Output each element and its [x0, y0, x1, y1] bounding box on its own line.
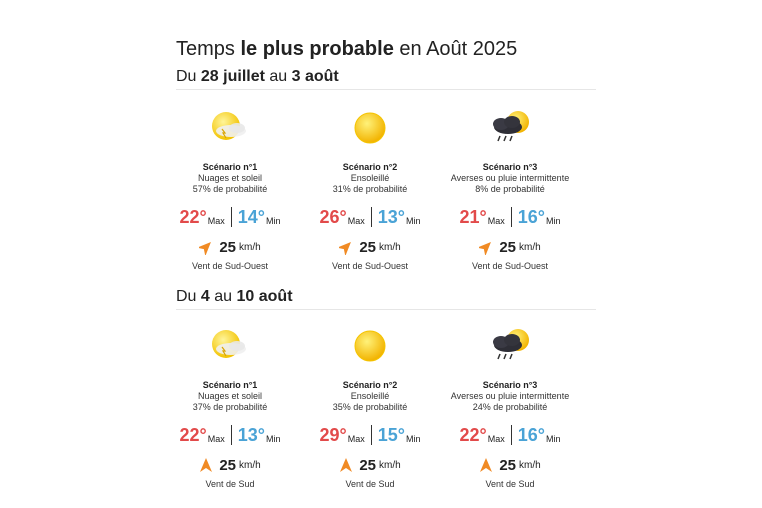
- wind-speed: 25: [219, 238, 236, 256]
- temp-max-label: Max: [207, 434, 225, 444]
- wind-arrow-icon: [479, 457, 493, 473]
- wind-direction: Vent de Sud: [485, 479, 535, 489]
- temp-min: 15°: [377, 425, 405, 445]
- sun-icon: [300, 316, 440, 376]
- temperatures: [300, 204, 440, 228]
- wind-arrow-icon: [479, 239, 493, 255]
- temp-divider: [231, 425, 232, 445]
- wind-info: [300, 237, 440, 257]
- probability: 37% de probabilité: [192, 402, 268, 412]
- wind-info: [160, 455, 300, 475]
- wind-direction: Vent de Sud-Ouest: [331, 261, 409, 271]
- temp-max: 26°: [319, 207, 347, 227]
- temperatures: [300, 422, 440, 446]
- probability: 8% de probabilité: [475, 184, 545, 194]
- temp-min-label: Min: [265, 434, 281, 444]
- scenario-card: [440, 316, 580, 490]
- probability: 57% de probabilité: [192, 184, 268, 194]
- wind-unit: km/h: [379, 241, 401, 253]
- temp-divider: [231, 207, 232, 227]
- scenario-label: Scénario n°3: [482, 162, 538, 172]
- weather-description: Ensoleillé: [350, 173, 390, 183]
- wind-direction: Vent de Sud: [205, 479, 255, 489]
- wind-arrow-icon: [199, 457, 213, 473]
- scenario-grid: [160, 316, 580, 490]
- temp-min-label: Min: [545, 434, 561, 444]
- wind-arrow-icon: [339, 239, 353, 255]
- weather-description: Nuages et soleil: [197, 173, 263, 183]
- temp-max-label: Max: [347, 216, 365, 226]
- weather-description: Nuages et soleil: [197, 391, 263, 401]
- scenario-label: Scénario n°3: [482, 380, 538, 390]
- forecast-panel: [176, 34, 596, 490]
- week-section: [176, 65, 596, 272]
- temp-min-label: Min: [265, 216, 281, 226]
- scenario-card: [440, 98, 580, 272]
- weeks-container: [176, 65, 596, 490]
- wind-info: [160, 237, 300, 257]
- temp-divider: [371, 425, 372, 445]
- temp-min-label: Min: [545, 216, 561, 226]
- temperatures: [440, 204, 580, 228]
- wind-direction: Vent de Sud-Ouest: [471, 261, 549, 271]
- sun-icon: [300, 98, 440, 158]
- wind-arrow-icon: [199, 239, 213, 255]
- temp-max: 22°: [459, 425, 487, 445]
- scenario-label: Scénario n°2: [342, 380, 398, 390]
- temp-divider: [511, 207, 512, 227]
- temp-max: 22°: [179, 425, 207, 445]
- temp-max-label: Max: [207, 216, 225, 226]
- temperatures: [440, 422, 580, 446]
- temp-min: 13°: [237, 425, 265, 445]
- wind-info: [440, 237, 580, 257]
- week-heading: Du 28 juillet au 3 août: [176, 65, 596, 90]
- temp-max: 21°: [459, 207, 487, 227]
- scenario-label: Scénario n°1: [202, 162, 258, 172]
- wind-info: [300, 455, 440, 475]
- temp-max-label: Max: [487, 216, 505, 226]
- weather-description: Averses ou pluie intermittente: [450, 391, 570, 401]
- wind-unit: km/h: [519, 241, 541, 253]
- temp-max: 29°: [319, 425, 347, 445]
- scenario-card: [160, 316, 300, 490]
- probability: 35% de probabilité: [332, 402, 408, 412]
- temp-min-label: Min: [405, 434, 421, 444]
- temp-min: 16°: [517, 207, 545, 227]
- probability: 31% de probabilité: [332, 184, 408, 194]
- wind-unit: km/h: [239, 241, 261, 253]
- temperatures: [160, 422, 300, 446]
- wind-speed: 25: [499, 238, 516, 256]
- week-heading: Du 4 au 10 août: [176, 285, 596, 310]
- scenario-label: Scénario n°1: [202, 380, 258, 390]
- weather-description: Averses ou pluie intermittente: [450, 173, 570, 183]
- wind-unit: km/h: [379, 459, 401, 471]
- wind-unit: km/h: [239, 459, 261, 471]
- temp-divider: [371, 207, 372, 227]
- week-section: [176, 285, 596, 490]
- temperatures: [160, 204, 300, 228]
- sun-cloud-lightning-icon: [160, 98, 300, 158]
- wind-arrow-icon: [339, 457, 353, 473]
- wind-speed: 25: [499, 456, 516, 474]
- sun-cloud-lightning-icon: [160, 316, 300, 376]
- scenario-card: [300, 98, 440, 272]
- wind-direction: Vent de Sud: [345, 479, 395, 489]
- scenario-grid: [160, 98, 580, 272]
- temp-max-label: Max: [487, 434, 505, 444]
- scenario-card: [300, 316, 440, 490]
- page-title: Temps le plus probable en Août 2025: [176, 38, 518, 60]
- probability: 24% de probabilité: [472, 402, 548, 412]
- wind-speed: 25: [359, 456, 376, 474]
- wind-speed: 25: [219, 456, 236, 474]
- temp-min-label: Min: [405, 216, 421, 226]
- wind-speed: 25: [359, 238, 376, 256]
- rain-cloud-sun-icon: [440, 316, 580, 376]
- temp-divider: [511, 425, 512, 445]
- temp-max-label: Max: [347, 434, 365, 444]
- wind-unit: km/h: [519, 459, 541, 471]
- weather-description: Ensoleillé: [350, 391, 390, 401]
- scenario-card: [160, 98, 300, 272]
- rain-cloud-sun-icon: [440, 98, 580, 158]
- temp-min: 13°: [377, 207, 405, 227]
- wind-info: [440, 455, 580, 475]
- scenario-label: Scénario n°2: [342, 162, 398, 172]
- temp-min: 16°: [517, 425, 545, 445]
- wind-direction: Vent de Sud-Ouest: [191, 261, 269, 271]
- temp-max: 22°: [179, 207, 207, 227]
- temp-min: 14°: [237, 207, 265, 227]
